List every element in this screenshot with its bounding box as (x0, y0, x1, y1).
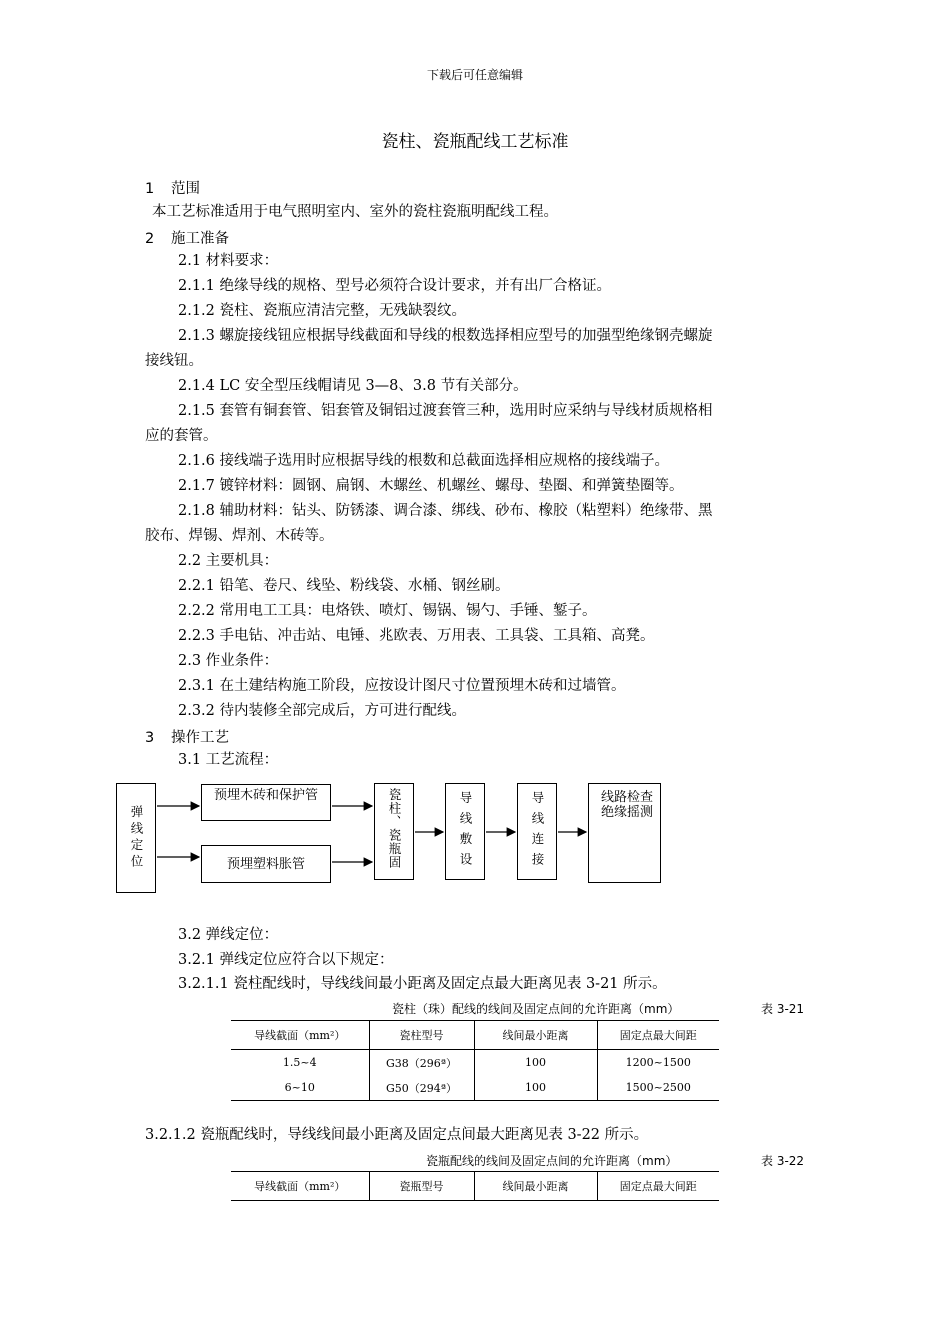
para-2-2-3: 2.2.3 手电钻、冲击站、电锤、兆欧表、万用表、工具袋、工具箱、高凳。 (178, 628, 655, 644)
table-cell: 1200~1500 (597, 1050, 719, 1076)
para-2-2-1: 2.2.1 铅笔、卷尺、线坠、粉线袋、水桶、钢丝刷。 (178, 578, 510, 594)
section-number: 2 (145, 231, 155, 247)
table-3-21-caption: 瓷柱（珠）配线的线间及固定点间的允许距离（mm） (392, 1002, 680, 1016)
flow-label-inspect: 线路检查绝缘摇测 (601, 790, 654, 820)
section-1-text: 本工艺标准适用于电气照明室内、室外的瓷柱瓷瓶明配线工程。 (152, 204, 558, 220)
para-2-1-6: 2.1.6 接线端子选用时应根据导线的根数和总截面选择相应规格的接线端子。 (178, 453, 670, 469)
table-3-22 (231, 1171, 719, 1201)
table-cell: 1.5~4 (282, 1056, 317, 1069)
flow-label-lay-wires: 导线敷设 (458, 790, 473, 873)
section-number: 1 (145, 181, 155, 197)
column-header: 导线截面（mm²） (231, 1021, 369, 1050)
table-row (231, 1050, 719, 1076)
para-3-2-1: 3.2.1 弹线定位应符合以下规定： (178, 952, 394, 968)
flow-label-connect-wires: 导线连接 (530, 790, 545, 873)
flow-label-embed-wood: 预埋木砖和保护管 (214, 788, 319, 803)
flow-label-embed-plastic: 预埋塑料胀管 (226, 856, 305, 872)
flow-label-start: 弹线定位 (129, 805, 144, 871)
table-header-row (231, 1172, 719, 1201)
table-header-row (231, 1021, 719, 1050)
document-title: 瓷柱、瓷瓶配线工艺标准 (381, 132, 569, 152)
para-2-1-7: 2.1.7 镀锌材料：圆钢、扁钢、木螺丝、机螺丝、螺母、垫圈、和弹簧垫圈等。 (178, 478, 684, 494)
table-cell: G50（294ª） (369, 1075, 474, 1101)
para-2-1-1: 2.1.1 绝缘导线的规格、型号必须符合设计要求，并有出厂合格证。 (178, 278, 612, 294)
table-cell: 100 (474, 1050, 597, 1076)
para-2-1-3-cont: 接线钮。 (145, 353, 203, 369)
table-row (231, 1075, 719, 1101)
section-number: 3 (145, 730, 155, 746)
para-2-2: 2.2 主要机具： (178, 553, 279, 569)
column-header: 线间最小距离 (474, 1172, 597, 1201)
para-2-1-3: 2.1.3 螺旋接线钮应根据导线截面和导线的根数选择相应型号的加强型绝缘钢壳螺旋 (178, 328, 713, 344)
table-3-22-caption: 瓷瓶配线的线间及固定点间的允许距离（mm） (426, 1154, 678, 1168)
section-title: 操作工艺 (171, 730, 229, 746)
flow-label-fix-insulators: 瓷柱、瓷瓶固 (387, 788, 402, 869)
section-title: 范围 (171, 181, 200, 197)
para-2-3-1: 2.3.1 在土建结构施工阶段，应按设计图尺寸位置预埋木砖和过墙管。 (178, 678, 626, 694)
para-3-1: 3.1 工艺流程： (178, 752, 279, 768)
table-cell: 6~10 (231, 1075, 369, 1101)
table-3-21 (231, 1020, 719, 1101)
table-3-21-label: 表 3-21 (761, 1002, 805, 1016)
column-header: 线间最小距离 (474, 1021, 597, 1050)
para-2-3: 2.3 作业条件： (178, 653, 279, 669)
column-header: 固定点最大间距 (597, 1172, 719, 1201)
para-2-2-2: 2.2.2 常用电工工具：电烙铁、喷灯、锡锅、锡勺、手锤、錾子。 (178, 603, 597, 619)
para-2-1-5-cont: 应的套管。 (145, 428, 218, 444)
column-header: 固定点最大间距 (597, 1021, 719, 1050)
section-title: 施工准备 (171, 231, 229, 247)
table-3-22-label: 表 3-22 (761, 1154, 805, 1168)
para-3-2-1-2: 3.2.1.2 瓷瓶配线时，导线线间最小距离及固定点间最大距离见表 3-22 所示。 (145, 1127, 649, 1143)
para-2-1-8: 2.1.8 辅助材料：钻头、防锈漆、调合漆、绑线、砂布、橡胶（粘塑料）绝缘带、黑 (178, 503, 713, 519)
table-cell: G38（296ª） (369, 1050, 474, 1076)
para-2-1-4: 2.1.4 LC 安全型压线帽请见 3—8、3.8 节有关部分。 (178, 378, 528, 394)
para-2-1-5: 2.1.5 套管有铜套管、铝套管及铜铝过渡套管三种，选用时应采纳与导线材质规格相 (178, 403, 713, 419)
header-note: 下载后可任意编辑 (426, 68, 523, 82)
para-2-1-8-cont: 胶布、焊锡、焊剂、木砖等。 (145, 528, 334, 544)
column-header: 导线截面（mm²） (231, 1172, 369, 1201)
para-2-1-2: 2.1.2 瓷柱、瓷瓶应清洁完整，无残缺裂纹。 (178, 303, 467, 319)
para-3-2: 3.2 弹线定位： (178, 927, 279, 943)
para-2-1: 2.1 材料要求： (178, 253, 279, 269)
column-header: 瓷柱型号 (369, 1021, 474, 1050)
para-2-3-2: 2.3.2 待内装修全部完成后，方可进行配线。 (178, 703, 467, 719)
column-header: 瓷瓶型号 (369, 1172, 474, 1201)
para-3-2-1-1: 3.2.1.1 瓷柱配线时，导线线间最小距离及固定点最大距离见表 3-21 所示。 (178, 976, 667, 992)
table-cell: 100 (474, 1075, 597, 1101)
table-cell: 1500~2500 (597, 1075, 719, 1101)
